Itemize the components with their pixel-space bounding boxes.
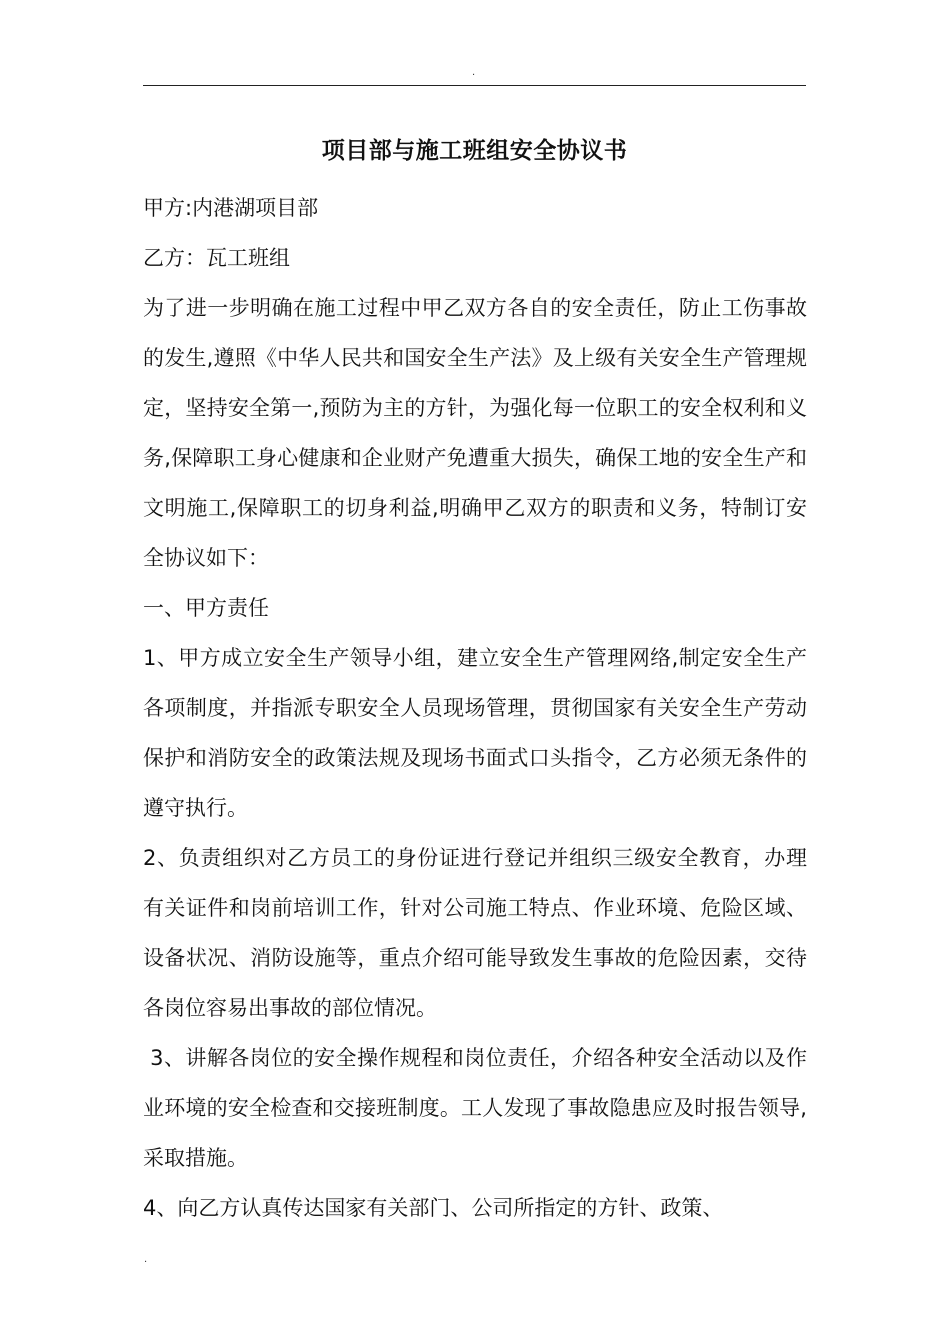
party-b-line: 乙方：瓦工班组 <box>143 246 290 270</box>
footer-dot: . <box>144 1254 148 1265</box>
intro-paragraph: 为了进一步明确在施工过程中甲乙双方各自的安全责任，防止工伤事故的发生,遵照《中华人民共和国安全生产法》及上级有关安全生产管理规定，坚持安全第一,预防为主的方针，为强化每一位职工的安全权利和义务,保障职工身心健康和企业财产免遭重大损失，确保工地的安全生产和文明施工,保障职工的切身利益,明确甲乙双方的职责和义务，特制订安全协议如下： <box>143 296 807 570</box>
document-body <box>143 183 807 1233</box>
clause-1: 1、甲方成立安全生产领导小组，建立安全生产管理网络,制定安全生产各项制度，并指派专职安全人员现场管理，贯彻国家有关安全生产劳动保护和消防安全的政策法规及现场书面式口头指令，乙方必须无条件的遵守执行。 <box>143 646 807 820</box>
party-a-line: 甲方:内港湖项目部 <box>143 196 319 220</box>
section-heading-party-a-duties: 一、甲方责任 <box>143 596 269 620</box>
clause-4: 4、向乙方认真传达国家有关部门、公司所指定的方针、政策、 <box>143 1196 724 1220</box>
clause-2: 2、负责组织对乙方员工的身份证进行登记并组织三级安全教育，办理有关证件和岗前培训工作，针对公司施工特点、作业环境、危险区域、设备状况、消防设施等，重点介绍可能导致发生事故的危险因素，交待各岗位容易出事故的部位情况。 <box>143 846 807 1020</box>
clause-3: 3、讲解各岗位的安全操作规程和岗位责任，介绍各种安全活动以及作业环境的安全检查和交接班制度。工人发现了事故隐患应及时报告领导,采取措施。 <box>143 1046 808 1170</box>
document-title: 项目部与施工班组安全协议书 <box>321 138 628 164</box>
header-dot: . <box>472 67 476 78</box>
header-rule <box>143 85 806 86</box>
